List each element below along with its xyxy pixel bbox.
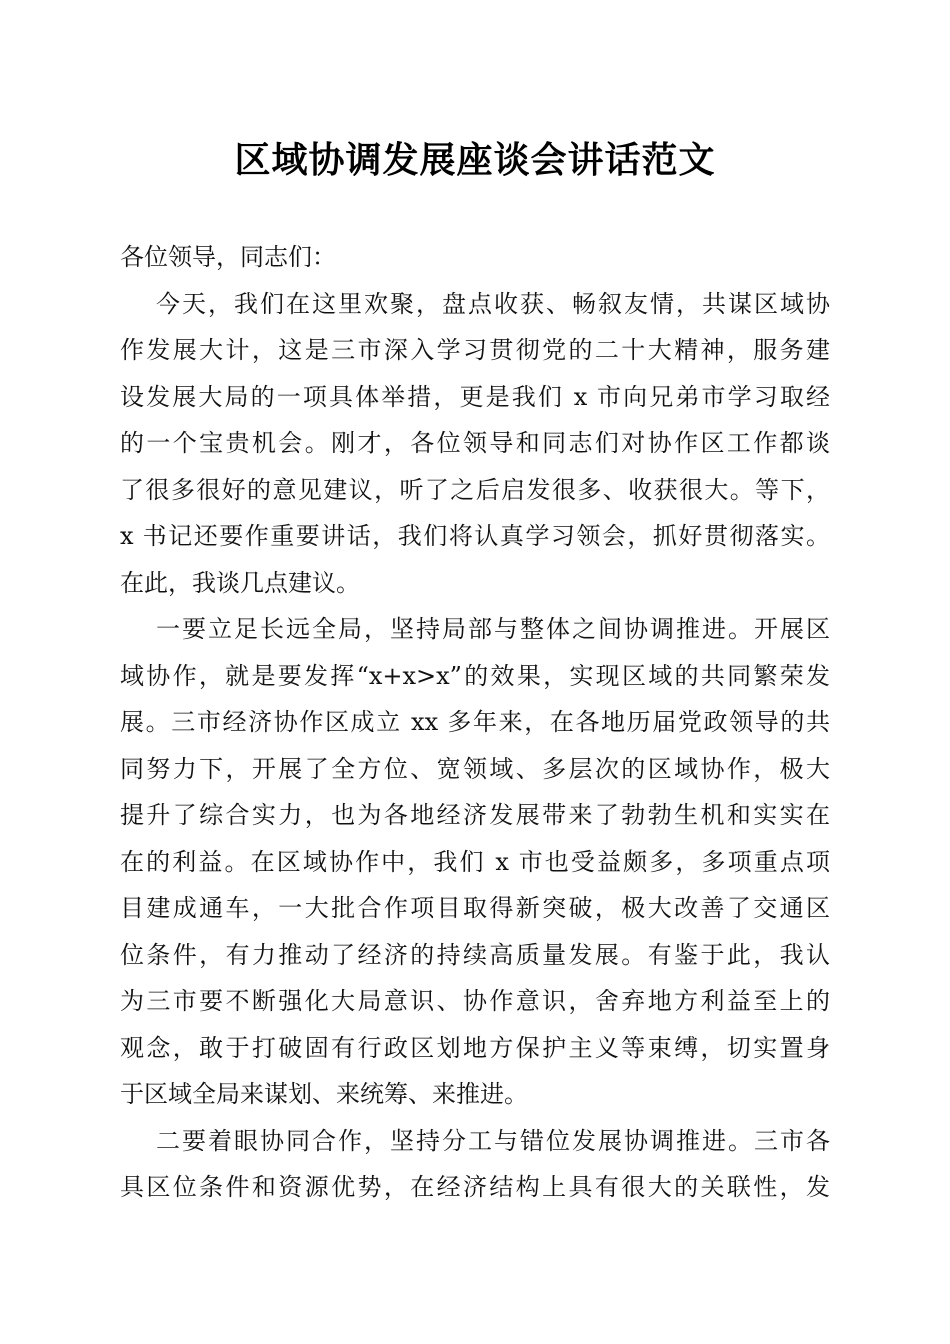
paragraph-2-line-5: 提升了综合实力，也为各地经济发展带来了勃勃生机和实实在: [120, 801, 830, 829]
paragraph-2-line-2: 域协作，就是要发挥“x+x>x”的效果，实现区域的共同繁荣发: [120, 661, 830, 690]
paragraph-1-line-3: 设发展大局的一项具体举措，更是我们 x 市向兄弟市学习取经: [120, 382, 830, 411]
paragraph-2-line-7: 目建成通车，一大批合作项目取得新突破，极大改善了交通区: [120, 894, 830, 922]
paragraph-2-line-3: 展。三市经济协作区成立 xx 多年来，在各地历届党政领导的共: [120, 708, 830, 736]
paragraph-3-line-1: 二要着眼协同合作，坚持分工与错位发展协调推进。三市各: [156, 1126, 830, 1155]
paragraph-2-line-10: 观念，敢于打破固有行政区划地方保护主义等束缚，切实置身: [120, 1033, 830, 1062]
paragraph-1-line-6: x 书记还要作重要讲话，我们将认真学习领会，抓好贯彻落实。: [120, 522, 830, 550]
paragraph-1-line-7: 在此，我谈几点建议。: [120, 568, 360, 597]
paragraph-2-line-11: 于区域全局来谋划、来统筹、来推进。: [120, 1080, 528, 1108]
paragraph-3-line-2: 具区位条件和资源优势，在经济结构上具有很大的关联性，发: [120, 1173, 830, 1201]
salutation-line: 各位领导，同志们：: [120, 243, 336, 271]
paragraph-1-line-1: 今天，我们在这里欢聚，盘点收获、畅叙友情，共谋区域协: [156, 289, 830, 318]
paragraph-2-line-4: 同努力下，开展了全方位、宽领域、多层次的区域协作，极大: [120, 754, 830, 783]
document-body: [120, 234, 830, 1211]
paragraph-2-line-9: 为三市要不断强化大局意识、协作意识，舍弃地方利益至上的: [120, 987, 830, 1015]
paragraph-1-line-4: 的一个宝贵机会。刚才，各位领导和同志们对协作区工作都谈: [120, 429, 830, 457]
paragraph-1-line-2: 作发展大计，这是三市深入学习贯彻党的二十大精神，服务建: [120, 336, 830, 364]
document-title: 区域协调发展座谈会讲话范文: [234, 139, 716, 181]
paragraph-2-line-8: 位条件，有力推动了经济的持续高质量发展。有鉴于此，我认: [120, 940, 830, 969]
paragraph-2-line-1: 一要立足长远全局，坚持局部与整体之间协调推进。开展区: [156, 615, 830, 643]
paragraph-1-line-5: 了很多很好的意见建议，听了之后启发很多、收获很大。等下，: [120, 475, 830, 504]
paragraph-2-line-6: 在的利益。在区域协作中，我们 x 市也受益颇多，多项重点项: [120, 847, 830, 876]
